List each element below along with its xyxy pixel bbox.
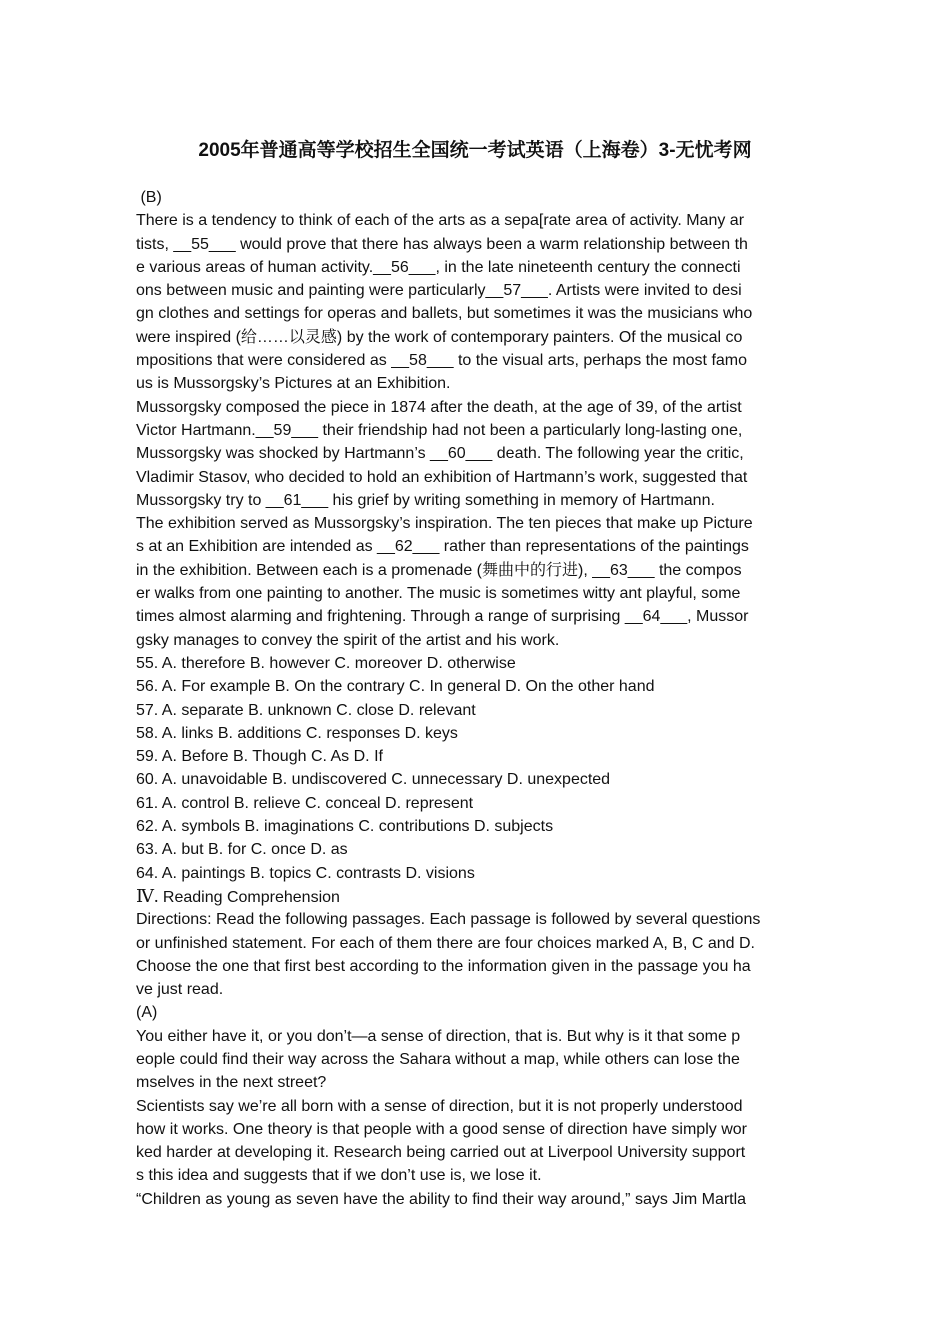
text-line: Vladimir Stasov, who decided to hold an exhibition of Hartmann’s work, suggested that [136, 468, 748, 486]
text-line: us is Mussorgsky’s Pictures at an Exhibition. [136, 375, 451, 393]
text-line: mpositions that were considered as __58___ to the visual arts, perhaps the most famo [136, 352, 748, 370]
text-line: tists, __55___ would prove that there has always been a warm relationship between th [136, 235, 748, 253]
text-line: s this idea and suggests that if we don’t use is, we lose it. [136, 1167, 542, 1185]
question-line: 59. A. Before B. Though C. As D. If [136, 748, 383, 766]
text-line: ons between music and painting were particularly__57___. Artists were invited to desi [136, 282, 742, 300]
section-label: Reading Comprehension [158, 888, 340, 906]
question-line: 64. A. paintings B. topics C. contrasts D. visions [136, 864, 475, 882]
text-line: s at an Exhibition are intended as __62___ rather than representations of the paintings [136, 538, 749, 556]
text-line: The exhibition served as Mussorgsky’s inspiration. The ten pieces that make up Picture [136, 515, 753, 533]
text-line: eople could find their way across the Sahara without a map, while others can lose the [136, 1050, 740, 1068]
question-line: 60. A. unavoidable B. undiscovered C. unnecessary D. unexpected [136, 771, 611, 789]
question-line: 57. A. separate B. unknown C. close D. relevant [136, 701, 476, 719]
text-line: Scientists say we’re all born with a sense of direction, but it is not properly understood [136, 1097, 743, 1115]
document-body [136, 186, 816, 1211]
text-line: ve just read. [136, 981, 224, 999]
text-line: gsky manages to convey the spirit of the artist and his work. [136, 631, 560, 649]
text-line: in the exhibition. Between each is a promenade (舞曲中的行进), __63___ the compos [136, 561, 742, 579]
question-line: 56. A. For example B. On the contrary C. In general D. On the other hand [136, 678, 655, 696]
text-line: (B) [136, 189, 162, 206]
text-line: gn clothes and settings for operas and ballets, but sometimes it was the musicians who [136, 305, 753, 323]
question-line: 58. A. links B. additions C. responses D. keys [136, 724, 458, 742]
text-line: “Children as young as seven have the ability to find their way around,” says Jim Martla [136, 1190, 747, 1208]
text-line: how it works. One theory is that people with a good sense of direction have simply wor [136, 1120, 747, 1138]
section-heading [136, 885, 816, 908]
text-line: mselves in the next street? [136, 1074, 327, 1092]
text-line: Mussorgsky try to __61___ his grief by writing something in memory of Hartmann. [136, 491, 715, 509]
text-line: were inspired (给……以灵感) by the work of contemporary painters. Of the musical co [136, 328, 743, 346]
text-line: times almost alarming and frightening. Through a range of surprising __64___, Mussor [136, 608, 749, 626]
text-line: You either have it, or you don’t—a sense of direction, that is. But why is it that some p [136, 1027, 741, 1045]
text-line: Choose the one that first best according to the information given in the passage you ha [136, 957, 751, 975]
question-line: 61. A. control B. relieve C. conceal D. represent [136, 794, 474, 812]
text-line: Mussorgsky composed the piece in 1874 after the death, at the age of 39, of the artist [136, 398, 742, 416]
page-title: 2005年普通高等学校招生全国统一考试英语（上海卷）3-无忧考网 [198, 140, 752, 161]
text-line: (A) [136, 1004, 158, 1022]
text-line: ked harder at developing it. Research being carried out at Liverpool University support [136, 1144, 746, 1162]
section-numeral: Ⅳ. [136, 885, 159, 906]
text-line: er walks from one painting to another. The music is sometimes witty ant playful, some [136, 585, 741, 603]
text-line: Victor Hartmann.__59___ their friendship had not been a particularly long-lasting one, [136, 421, 743, 439]
text-line: e various areas of human activity.__56___, in the late nineteenth century the connecti [136, 258, 741, 276]
question-line: 55. A. therefore B. however C. moreover D. otherwise [136, 654, 516, 672]
question-line: 62. A. symbols B. imaginations C. contributions D. subjects [136, 818, 554, 836]
text-line: Mussorgsky was shocked by Hartmann’s __60___ death. The following year the critic, [136, 445, 744, 463]
text-line: There is a tendency to think of each of the arts as a sepa[rate area of activity. Many ar [136, 212, 745, 230]
text-line: or unfinished statement. For each of them there are four choices marked A, B, C and D. [136, 934, 755, 952]
question-line: 63. A. but B. for C. once D. as [136, 841, 348, 859]
text-line: Directions: Read the following passages. Each passage is followed by several questions [136, 911, 761, 929]
